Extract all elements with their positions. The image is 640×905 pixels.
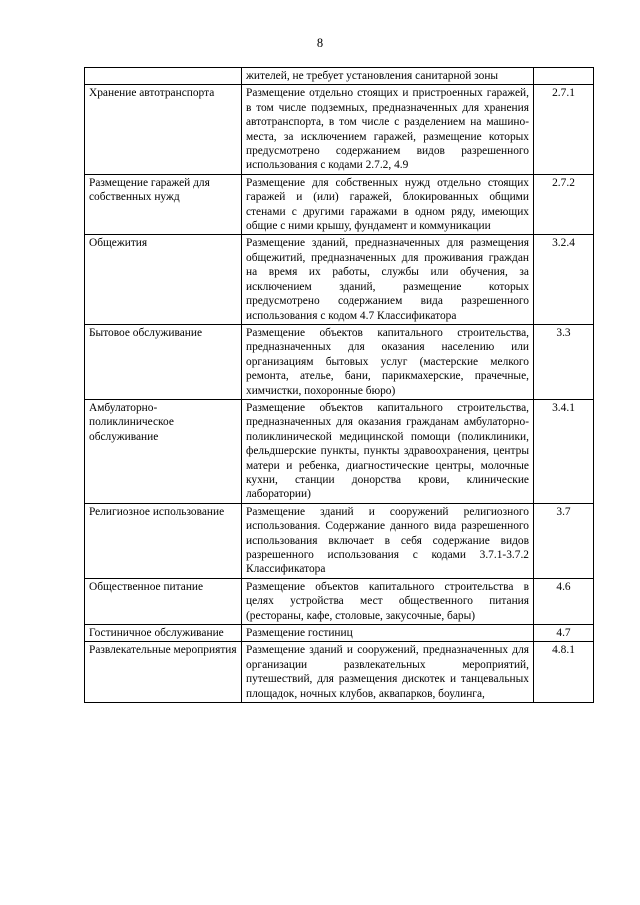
table-row (85, 235, 594, 324)
table-row (85, 399, 594, 503)
use-description-cell: Размещение гостиниц (242, 625, 534, 642)
use-description-cell: Размещение отдельно стоящих и пристроенных гаражей, в том числе подземных, предназначенных для хранения автотранспорта, в том числе с разделением на машино-места, за исключением гаражей, размещение которых предусмотрено содержанием видов разрешенного использования с кодами 2.7.2, 4.9 (242, 85, 534, 174)
use-name-cell: Бытовое обслуживание (85, 324, 242, 399)
use-description-cell: Размещение зданий и сооружений религиозного использования. Содержание данного вида разрешенного использования включает в себя содержание видов разрешенного использования с кодами 3.7.1-3.7.2 Классификатора (242, 503, 534, 578)
use-description-cell: Размещение для собственных нужд отдельно стоящих гаражей и (или) гаражей, блокированных общими стенами с другими гаражами в одном ряду, имеющих общие с ними крышу, фундамент и коммуникации (242, 174, 534, 235)
use-description-cell: жителей, не требует установления санитарной зоны (242, 68, 534, 85)
use-name-cell: Общественное питание (85, 578, 242, 624)
table-row (85, 578, 594, 624)
table-row (85, 174, 594, 235)
use-code-cell: 3.4.1 (534, 399, 594, 503)
use-code-cell (534, 68, 594, 85)
use-description-cell: Размещение объектов капитального строительства, предназначенных для оказания гражданам амбулаторно-поликлинической медицинской помощи (поликлиники, фельдшерские пункты, пункты здравоохранения, центры матери и ребенка, диагностические центры, молочные кухни, станции донорства крови, клинические лаборатории) (242, 399, 534, 503)
use-description-cell: Размещение зданий и сооружений, предназначенных для организации развлекательных мероприятий, путешествий, для размещения дискотек и танцевальных площадок, ночных клубов, аквапарков, боулинга, (242, 642, 534, 703)
use-code-cell: 2.7.2 (534, 174, 594, 235)
use-name-cell: Размещение гаражей для собственных нужд (85, 174, 242, 235)
use-code-cell: 4.6 (534, 578, 594, 624)
use-code-cell: 3.3 (534, 324, 594, 399)
table-row (85, 85, 594, 174)
use-name-cell (85, 68, 242, 85)
use-name-cell: Амбулаторно-поликлиническое обслуживание (85, 399, 242, 503)
use-code-cell: 3.7 (534, 503, 594, 578)
use-code-cell: 2.7.1 (534, 85, 594, 174)
use-description-cell: Размещение объектов капитального строительства в целях устройства мест общественного питания (рестораны, кафе, столовые, закусочные, бары) (242, 578, 534, 624)
use-name-cell: Общежития (85, 235, 242, 324)
use-description-cell: Размещение объектов капитального строительства, предназначенных для оказания населению или организациям бытовых услуг (мастерские мелкого ремонта, ателье, бани, парикмахерские, прачечные, химчистки, похоронные бюро) (242, 324, 534, 399)
land-use-table (84, 67, 594, 703)
table-row (85, 503, 594, 578)
use-code-cell: 4.7 (534, 625, 594, 642)
use-description-cell: Размещение зданий, предназначенных для размещения общежитий, предназначенных для проживания граждан на время их работы, службы или обучения, за исключением зданий, размещение которых предусмотрено содержанием вида разрешенного использования с кодом 4.7 Классификатора (242, 235, 534, 324)
use-name-cell: Развлекательные мероприятия (85, 642, 242, 703)
use-code-cell: 4.8.1 (534, 642, 594, 703)
use-code-cell: 3.2.4 (534, 235, 594, 324)
use-name-cell: Религиозное использование (85, 503, 242, 578)
page-number: 8 (316, 36, 324, 50)
use-name-cell: Гостиничное обслуживание (85, 625, 242, 642)
use-name-cell: Хранение автотранспорта (85, 85, 242, 174)
table-row (85, 324, 594, 399)
table-row (85, 642, 594, 703)
table-row (85, 68, 594, 85)
table-row (85, 625, 594, 642)
